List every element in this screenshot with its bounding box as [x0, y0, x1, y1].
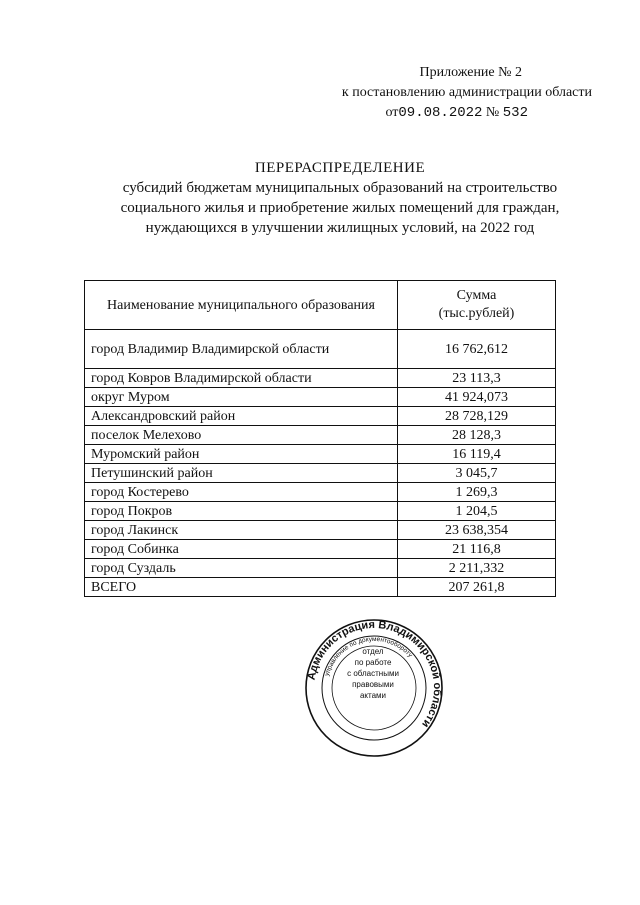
stamp-center-line4: правовыми	[352, 680, 394, 689]
title-main: ПЕРЕРАСПРЕДЕЛЕНИЕ	[254, 160, 426, 176]
row-sum: 23 113,3	[398, 369, 556, 388]
table-row	[85, 502, 556, 521]
row-sum: 28 128,3	[398, 426, 556, 445]
row-sum: 28 728,129	[398, 407, 556, 426]
number-prefix: №	[485, 105, 500, 120]
row-sum: 16 119,4	[398, 445, 556, 464]
total-sum: 207 261,8	[398, 578, 556, 597]
document-title	[90, 158, 590, 238]
col-header-name: Наименование муниципального образования	[85, 281, 398, 330]
resolution-number: 532	[502, 105, 528, 121]
table-row	[85, 540, 556, 559]
stamp-center-line3: с областными	[347, 669, 399, 678]
table-row	[85, 445, 556, 464]
row-name: город Покров	[85, 502, 398, 521]
col-header-sum-line2: (тыс.рублей)	[438, 306, 515, 321]
row-name: город Владимир Владимирской области	[85, 330, 398, 369]
row-sum: 23 638,354	[398, 521, 556, 540]
row-name: Муромский район	[85, 445, 398, 464]
table-row	[85, 407, 556, 426]
row-name: город Лакинск	[85, 521, 398, 540]
row-name: поселок Мелехово	[85, 426, 398, 445]
resolution-date: 09.08.2022	[398, 105, 483, 121]
row-sum: 21 116,8	[398, 540, 556, 559]
table-row	[85, 521, 556, 540]
total-label: ВСЕГО	[85, 578, 398, 597]
table-row	[85, 426, 556, 445]
table-total-row	[85, 578, 556, 597]
table-row	[85, 330, 556, 369]
row-name: город Костерево	[85, 483, 398, 502]
subsidy-table	[84, 280, 556, 597]
col-header-sum	[398, 281, 556, 330]
table-row	[85, 464, 556, 483]
row-sum: 3 045,7	[398, 464, 556, 483]
stamp-center-line5: актами	[359, 691, 387, 700]
row-name: Петушинский район	[85, 464, 398, 483]
row-name: город Ковров Владимирской области	[85, 369, 398, 388]
table-row	[85, 388, 556, 407]
date-prefix: от	[385, 105, 399, 120]
row-sum: 2 211,332	[398, 559, 556, 578]
row-name: Александровский район	[85, 407, 398, 426]
row-sum: 1 204,5	[398, 502, 556, 521]
title-line-2: субсидий бюджетам муниципальных образований на строительство	[122, 180, 558, 196]
row-name: город Собинка	[85, 540, 398, 559]
stamp-center-text	[335, 646, 411, 701]
row-sum: 16 762,612	[398, 330, 556, 369]
title-line-3: социального жилья и приобретение жилых помещений для граждан,	[120, 200, 560, 216]
appendix-number: Приложение № 2	[419, 65, 522, 80]
stamp-center-line2: по работе	[354, 658, 392, 667]
table-row	[85, 369, 556, 388]
title-line-4: нуждающихся в улучшении жилищных условий, на 2022 год	[145, 220, 535, 236]
col-header-sum-line1: Сумма	[456, 288, 497, 303]
row-sum: 41 924,073	[398, 388, 556, 407]
stamp-center-line1: отдел	[362, 647, 384, 656]
stamp-inner-text: управление по документообороту	[323, 635, 414, 677]
resolution-reference: к постановлению администрации области	[341, 85, 592, 100]
table-header-row	[85, 281, 556, 330]
row-name: округ Муром	[85, 388, 398, 407]
row-name: город Суздаль	[85, 559, 398, 578]
table-row	[85, 483, 556, 502]
row-sum: 1 269,3	[398, 483, 556, 502]
table-row	[85, 559, 556, 578]
resolution-date-line	[385, 104, 528, 122]
stamp-outer-text: Администрация Владимирской области	[305, 618, 444, 730]
